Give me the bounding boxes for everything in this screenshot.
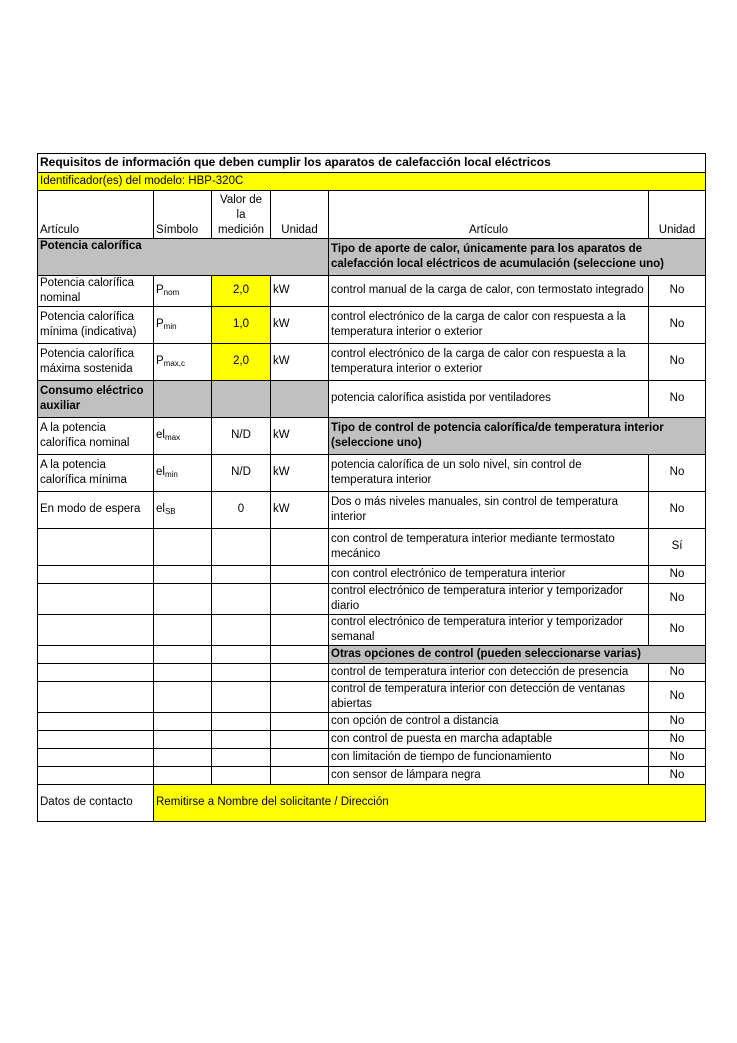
row-symbol: $P_{max,c}$	[154, 343, 212, 380]
row-label: Potencia calorífica máxima sostenida	[38, 343, 154, 380]
section-tipo-aporte: Tipo de aporte de calor, únicamente para los aparatos de calefacción local eléctricos de acumulación (seleccione uno)	[329, 239, 706, 276]
row-unit: kW	[271, 491, 329, 528]
requirements-table	[37, 153, 706, 822]
option-value: No	[649, 730, 706, 748]
row-unit: kW	[271, 276, 329, 307]
row-label: A la potencia calorífica nominal	[38, 417, 154, 454]
row-symbol: $el_{max}$	[154, 417, 212, 454]
row-symbol: $el_{SB}$	[154, 491, 212, 528]
option-value: No	[649, 306, 706, 343]
row-value: 2,0	[212, 343, 271, 380]
option-value: No	[649, 565, 706, 583]
row-value: N/D	[212, 417, 271, 454]
row-symbol: $P_{min}$	[154, 306, 212, 343]
header-simbolo: Símbolo	[154, 191, 212, 239]
row-value: 1,0	[212, 306, 271, 343]
option-label: control electrónico de la carga de calor con respuesta a la temperatura interior o exterior	[329, 306, 649, 343]
row-unit: kW	[271, 343, 329, 380]
option-label: con control de puesta en marcha adaptable	[329, 730, 649, 748]
row-value: 2,0	[212, 276, 271, 307]
option-label: control electrónico de temperatura interior y temporizador semanal	[329, 614, 649, 645]
header-articulo-right: Artículo	[329, 191, 649, 239]
header-unidad-right: Unidad	[649, 191, 706, 239]
row-symbol: $P_{nom}$	[154, 276, 212, 307]
option-label: control de temperatura interior con detección de presencia	[329, 663, 649, 681]
info-requirements-sheet	[37, 153, 705, 822]
option-value: No	[649, 614, 706, 645]
sheet-title: Requisitos de información que deben cumplir los aparatos de calefacción local eléctricos	[38, 154, 706, 173]
option-value: No	[649, 276, 706, 307]
option-label: potencia calorífica de un solo nivel, sin control de temperatura interior	[329, 454, 649, 491]
option-value: No	[649, 766, 706, 784]
option-label: con control electrónico de temperatura interior	[329, 565, 649, 583]
row-label: En modo de espera	[38, 491, 154, 528]
row-label: Potencia calorífica mínima (indicativa)	[38, 306, 154, 343]
option-label: con limitación de tiempo de funcionamiento	[329, 748, 649, 766]
option-label: control electrónico de temperatura interior y temporizador diario	[329, 583, 649, 614]
option-value: No	[649, 712, 706, 730]
option-label: potencia calorífica asistida por ventiladores	[329, 380, 649, 417]
row-label: A la potencia calorífica mínima	[38, 454, 154, 491]
option-value: No	[649, 748, 706, 766]
section-tipo-control: Tipo de control de potencia calorífica/de temperatura interior (seleccione uno)	[329, 417, 706, 454]
header-unidad-left: Unidad	[271, 191, 329, 239]
option-label: con sensor de lámpara negra	[329, 766, 649, 784]
option-label: Dos o más niveles manuales, sin control de temperatura interior	[329, 491, 649, 528]
model-identifier: Identificador(es) del modelo: HBP-320C	[38, 173, 706, 191]
contact-label: Datos de contacto	[38, 784, 154, 821]
row-unit: kW	[271, 454, 329, 491]
option-label: control de temperatura interior con detección de ventanas abiertas	[329, 681, 649, 712]
option-value: No	[649, 491, 706, 528]
row-unit: kW	[271, 417, 329, 454]
contact-value: Remitirse a Nombre del solicitante / Dirección	[154, 784, 706, 821]
row-value: 0	[212, 491, 271, 528]
row-unit: kW	[271, 306, 329, 343]
section-consumo-auxiliar: Consumo eléctrico auxiliar	[38, 380, 154, 417]
section-otras-opciones: Otras opciones de control (pueden seleccionarse varias)	[329, 645, 706, 663]
option-value: No	[649, 380, 706, 417]
option-label: con opción de control a distancia	[329, 712, 649, 730]
option-value: Sí	[649, 528, 706, 565]
section-potencia-calorifica: Potencia calorífica	[38, 239, 329, 276]
header-articulo-left: Artículo	[38, 191, 154, 239]
option-label: con control de temperatura interior mediante termostato mecánico	[329, 528, 649, 565]
row-symbol: $el_{min}$	[154, 454, 212, 491]
header-valor: Valor de la medición	[212, 191, 271, 239]
row-label: Potencia calorífica nominal	[38, 276, 154, 307]
option-value: No	[649, 681, 706, 712]
option-value: No	[649, 343, 706, 380]
option-label: control manual de la carga de calor, con termostato integrado	[329, 276, 649, 307]
option-value: No	[649, 454, 706, 491]
option-value: No	[649, 663, 706, 681]
option-label: control electrónico de la carga de calor con respuesta a la temperatura interior o exterior	[329, 343, 649, 380]
option-value: No	[649, 583, 706, 614]
row-value: N/D	[212, 454, 271, 491]
